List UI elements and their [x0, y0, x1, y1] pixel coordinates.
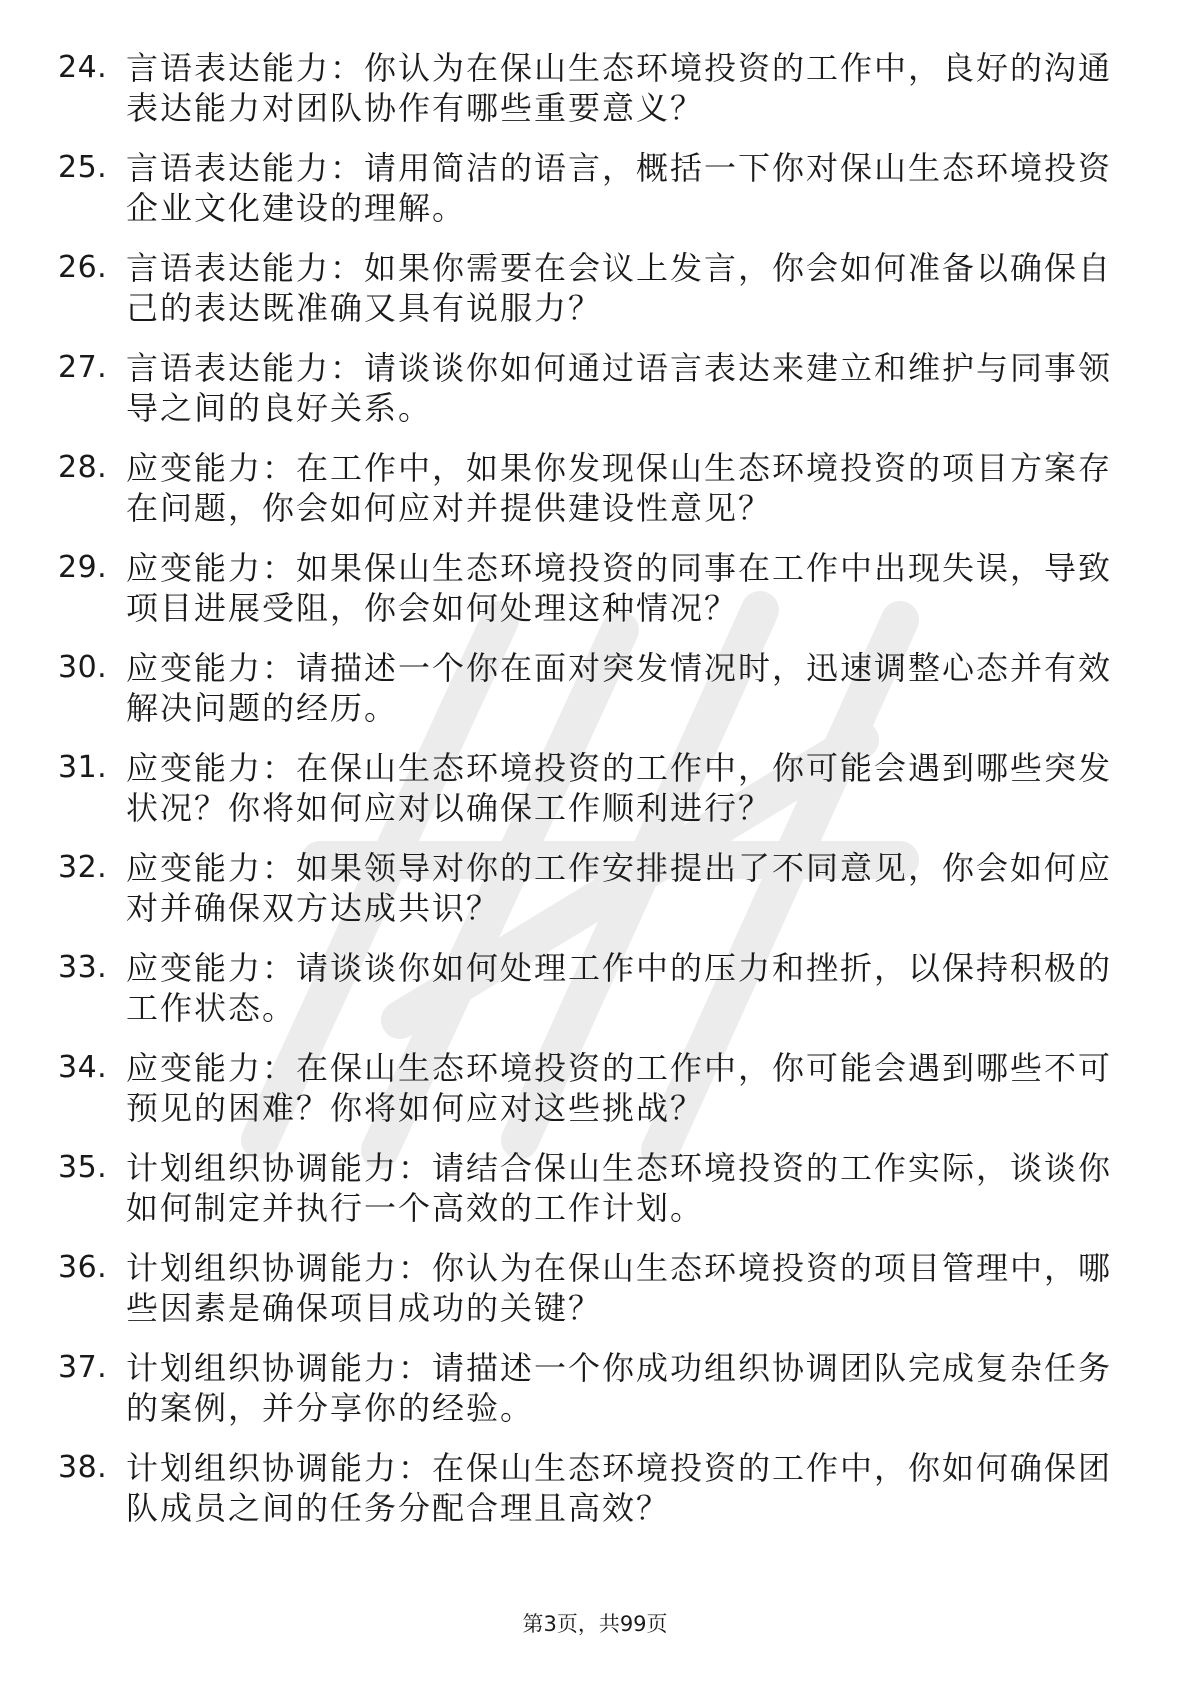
question-list	[58, 48, 1118, 1548]
question-item	[58, 1448, 1118, 1548]
question-number: 34.	[58, 1050, 108, 1085]
question-text: 应变能力：请描述一个你在面对突发情况时，迅速调整心态并有效解决问题的经历。	[126, 649, 1113, 727]
page-number-label: 第3页，共99页	[522, 1612, 668, 1636]
question-number: 31.	[58, 750, 108, 785]
question-number: 35.	[58, 1150, 108, 1185]
question-number: 29.	[58, 550, 108, 585]
question-number: 37.	[58, 1350, 108, 1385]
question-item	[58, 48, 1118, 148]
question-item	[58, 1148, 1118, 1248]
question-text: 应变能力：请谈谈你如何处理工作中的压力和挫折，以保持积极的工作状态。	[126, 949, 1113, 1027]
question-item	[58, 1248, 1118, 1348]
question-text: 言语表达能力：你认为在保山生态环境投资的工作中，良好的沟通表达能力对团队协作有哪些重要意义？	[126, 49, 1113, 127]
question-text: 应变能力：如果保山生态环境投资的同事在工作中出现失误，导致项目进展受阻，你会如何处理这种情况？	[126, 549, 1113, 627]
question-number: 33.	[58, 950, 108, 985]
question-number: 36.	[58, 1250, 108, 1285]
question-item	[58, 248, 1118, 348]
question-text: 计划组织协调能力：在保山生态环境投资的工作中，你如何确保团队成员之间的任务分配合理且高效？	[126, 1449, 1113, 1527]
question-number: 24.	[58, 50, 108, 85]
question-item	[58, 848, 1118, 948]
question-text: 计划组织协调能力：请结合保山生态环境投资的工作实际，谈谈你如何制定并执行一个高效的工作计划。	[126, 1149, 1113, 1227]
question-text: 应变能力：在保山生态环境投资的工作中，你可能会遇到哪些不可预见的困难？你将如何应对这些挑战？	[126, 1049, 1113, 1127]
question-text: 应变能力：如果领导对你的工作安排提出了不同意见，你会如何应对并确保双方达成共识？	[126, 849, 1113, 927]
question-number: 32.	[58, 850, 108, 885]
question-item	[58, 148, 1118, 248]
question-text: 应变能力：在工作中，如果你发现保山生态环境投资的项目方案存在问题，你会如何应对并提供建设性意见？	[126, 449, 1113, 527]
question-item	[58, 648, 1118, 748]
question-text: 言语表达能力：请用简洁的语言，概括一下你对保山生态环境投资企业文化建设的理解。	[126, 149, 1113, 227]
question-item	[58, 448, 1118, 548]
question-number: 30.	[58, 650, 108, 685]
question-number: 28.	[58, 450, 108, 485]
question-number: 25.	[58, 150, 108, 185]
question-item	[58, 948, 1118, 1048]
question-text: 言语表达能力：请谈谈你如何通过语言表达来建立和维护与同事领导之间的良好关系。	[126, 349, 1113, 427]
page-footer	[0, 1610, 1190, 1638]
question-text: 言语表达能力：如果你需要在会议上发言，你会如何准备以确保自己的表达既准确又具有说服力？	[126, 249, 1113, 327]
question-number: 26.	[58, 250, 108, 285]
question-text: 计划组织协调能力：请描述一个你成功组织协调团队完成复杂任务的案例，并分享你的经验。	[126, 1349, 1113, 1427]
question-item	[58, 548, 1118, 648]
question-number: 38.	[58, 1450, 108, 1485]
question-item	[58, 348, 1118, 448]
question-text: 计划组织协调能力：你认为在保山生态环境投资的项目管理中，哪些因素是确保项目成功的关键？	[126, 1249, 1113, 1327]
question-item	[58, 748, 1118, 848]
question-text: 应变能力：在保山生态环境投资的工作中，你可能会遇到哪些突发状况？你将如何应对以确保工作顺利进行？	[126, 749, 1113, 827]
question-number: 27.	[58, 350, 108, 385]
question-item	[58, 1348, 1118, 1448]
question-item	[58, 1048, 1118, 1148]
